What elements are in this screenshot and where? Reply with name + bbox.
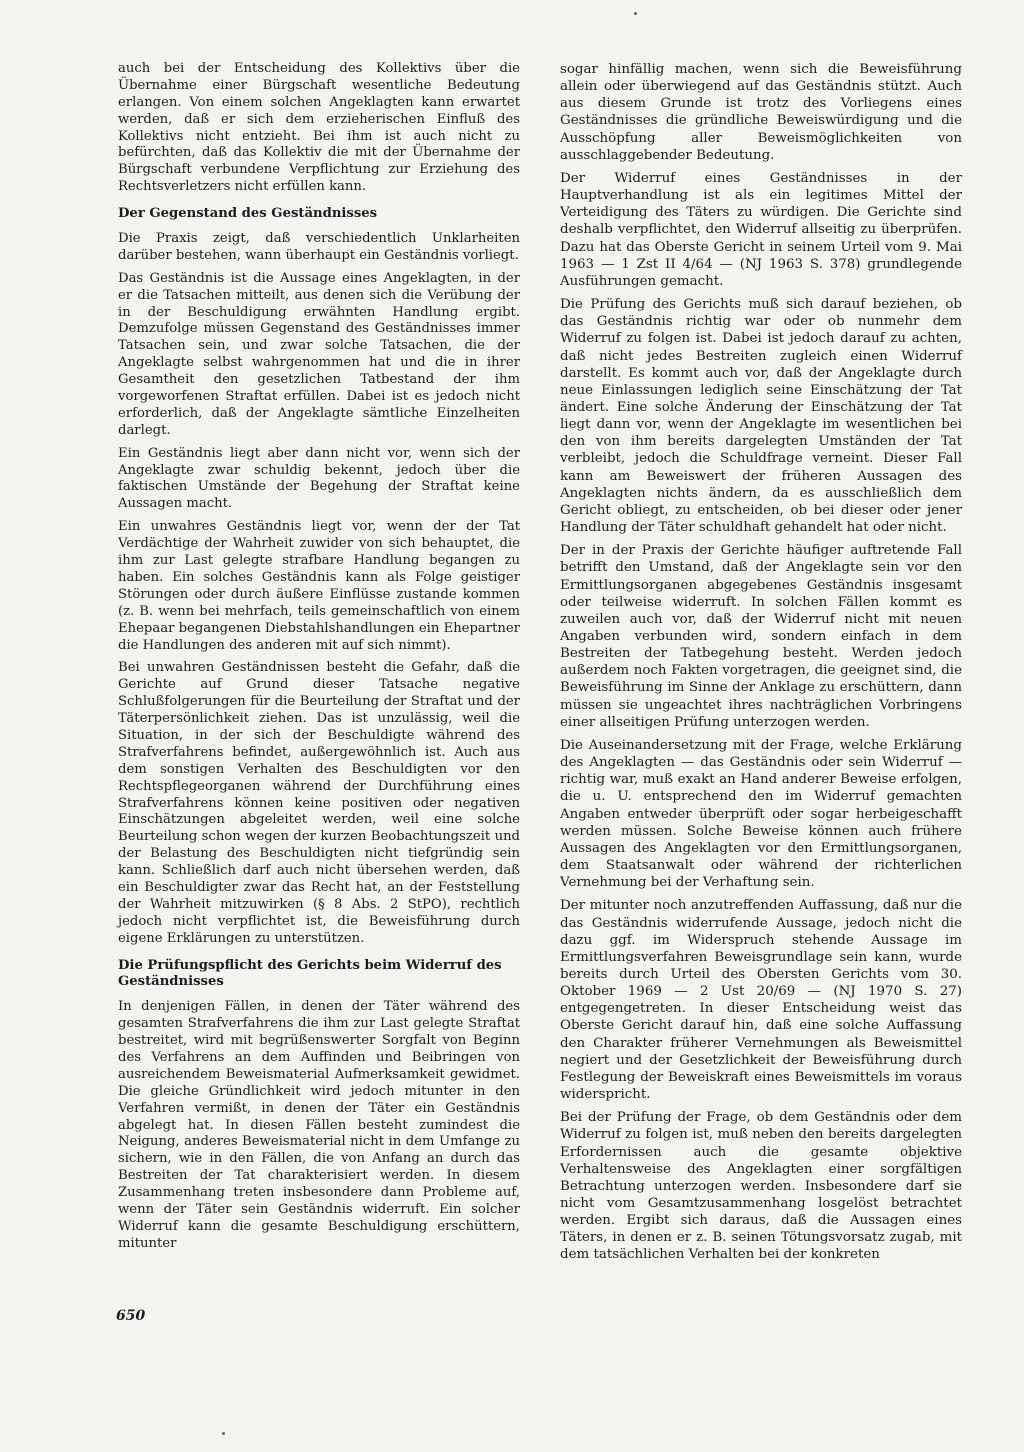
section-heading: Die Prüfungspflicht des Gerichts beim Widerruf des Geständnisses: [118, 957, 502, 990]
paragraph: Die Prüfung des Gerichts muß sich darauf beziehen, ob das Geständnis richtig war oder ob nunmehr dem Widerruf zu folgen ist. Dabei ist jedoch darauf zu achten, daß nicht jedes Bestreiten zugleich einen Widerruf darstellt. Es kommt auch vor, daß der Angeklagte durch neue Einlassungen lediglich seine Einschätzung der Tat ändert. Eine solche Änderung der Einschätzung der Tat liegt dann vor, wenn der Angeklagte im wesentlichen bei den von ihm bereits dargelegten Umständen der Tat verbleibt, jedoch die Schuldfrage verneint. Dieser Fall kann am Beweiswert der früheren Aussagen des Angeklagten nichts ändern, da es ausschließlich dem Gericht obliegt, zu entscheiden, ob bei dieser oder jener Handlung der Täter schuldhaft gehandelt hat oder nicht.: [560, 297, 962, 536]
left-column: [118, 61, 520, 1259]
paragraph: Ein Geständnis liegt aber dann nicht vor, wenn sich der Angeklagte zwar schuldig bekennt, jedoch über die faktischen Umstände der Begehung der Straftat keine Aussagen macht.: [118, 445, 520, 512]
page-number: 650: [116, 1308, 146, 1324]
section-heading: Der Gegenstand des Geständnisses: [118, 206, 378, 222]
right-column: [560, 61, 962, 1270]
paragraph: In denjenigen Fällen, in denen der Täter während des gesamten Strafverfahrens die ihm zur Last gelegte Straftat bestreitet, wird mit begrüßenswerter Sorgfalt von Beginn des Verfahrens an dem Auffinden und Beibringen von ausreichendem Beweismaterial Aufmerksamkeit gewidmet. Die gleiche Gründlichkeit wird jedoch mitunter in den Verfahren vermißt, in denen der Täter ein Geständnis abgelegt hat. In diesen Fällen besteht zumindest die Neigung, anderes Beweismaterial nicht in dem Umfange zu sichern, wie in den Fällen, die von Anfang an durch das Bestreiten der Tat charakterisiert werden. In diesem Zusammenhang treten insbesondere dann Probleme auf, wenn der Täter sein Geständnis widerruft. Ein solcher Widerruf kann die gesamte Beschuldigung erschüttern, mitunter: [118, 999, 520, 1251]
paragraph: auch bei der Entscheidung des Kollektivs über die Übernahme einer Bürgschaft wesentliche Bedeutung erlangen. Von einem solchen Angeklagten kann erwartet werden, daß er sich dem erzieherischen Einfluß des Kollektivs nicht entzieht. Bei ihm ist auch nicht zu befürchten, daß das Kollektiv die mit der Übernahme der Bürgschaft verbundene Verpflichtung zur Erziehung des Rechtsverletzers nicht erfüllen kann.: [118, 61, 520, 195]
paragraph: sogar hinfällig machen, wenn sich die Beweisführung allein oder überwiegend auf das Geständnis stützt. Auch aus diesem Grunde ist trotz des Vorliegens eines Geständnisses die gründliche Beweiswürdigung und die Ausschöpfung aller Beweismöglichkeiten von ausschlaggebender Bedeutung.: [560, 62, 962, 163]
paragraph: Bei unwahren Geständnissen besteht die Gefahr, daß die Gerichte auf Grund dieser Tatsache negative Schlußfolgerungen für die Beurteilung der Straftat und der Täterpersönlichkeit ziehen. Das ist unzulässig, weil die Situation, in der sich der Beschuldigte während des Strafverfahrens befindet, außergewöhnlich ist. Auch aus dem sonstigen Verhalten des Beschuldigten vor den Rechtspflegeorganen während der Durchführung eines Strafverfahrens können keine positiven oder negativen Einschätzungen abgeleitet werden, weil eine solche Beurteilung schon wegen der kurzen Beobachtungszeit und der Belastung des Beschuldigten nicht tiefgründig sein kann. Schließlich darf auch nicht übersehen werden, daß ein Beschuldigter zwar das Recht hat, an der Feststellung der Wahrheit mitzuwirken (§ 8 Abs. 2 StPO), rechtlich jedoch nicht verpflichtet ist, die Beweisführung durch eigene Erklärungen zu unterstützen.: [118, 660, 520, 946]
paragraph: Der mitunter noch anzutreffenden Auffassung, daß nur die das Geständnis widerrufende Aussage, jedoch nicht die dazu ggf. im Widerspruch stehende Aussage im Ermittlungsverfahren Beweisgrundlage sein kann, wurde bereits durch Urteil des Obersten Gerichts vom 30. Oktober 1969 — 2 Ust 20/69 — (NJ 1970 S. 27) entgegengetreten. In dieser Entscheidung weist das Oberste Gericht darauf hin, daß eine solche Auffassung den Charakter früherer Vernehmungen als Beweismittel negiert und der Gesetzlichkeit der Beweisführung durch Festlegung der Beweiskraft eines Beweismittels im voraus widerspricht.: [560, 898, 962, 1103]
scan-speck: [634, 12, 637, 15]
paragraph: Die Auseinandersetzung mit der Frage, welche Erklärung des Angeklagten — das Geständnis oder sein Widerruf — richtig war, muß exakt an Hand anderer Beweise erfolgen, die u. U. entsprechend den im Widerruf gemachten Angaben entweder überprüft oder sogar herbeigeschafft werden müssen. Solche Beweise können auch frühere Aussagen des Angeklagten vor den Ermittlungsorganen, dem Staatsanwalt oder während der richterlichen Vernehmung bei der Verhaftung sein.: [560, 737, 962, 891]
paragraph: Der in der Praxis der Gerichte häufiger auftretende Fall betrifft den Umstand, daß der Angeklagte sein vor den Ermittlungsorganen abgegebenes Geständnis insgesamt oder teilweise widerruft. In solchen Fällen kommt es zuweilen auch vor, daß der Widerruf nicht mit neuen Angaben verbunden wird, sondern einfach in dem Bestreiten der Tatbegehung besteht. Werden jedoch außerdem noch Fakten vorgetragen, die geeignet sind, die Beweisführung im Sinne der Anklage zu erschüttern, dann müssen sie ungeachtet ihres nachträglichen Vorbringens einer allseitigen Prüfung unterzogen werden.: [560, 543, 962, 730]
paragraph: Bei der Prüfung der Frage, ob dem Geständnis oder dem Widerruf zu folgen ist, muß neben den bereits dargelegten Erfordernissen auch die gesamte objektive Verhaltensweise des Angeklagten einer sorgfältigen Betrachtung unterzogen werden. Insbesondere darf sie nicht vom Gesamtzusammenhang losgelöst betrachtet werden. Ergibt sich daraus, daß die Aussagen eines Täters, in denen er z. B. seinen Tötungsvorsatz zugab, mit dem tatsächlichen Verhalten bei der konkreten: [560, 1110, 962, 1263]
paragraph: Ein unwahres Geständnis liegt vor, wenn der der Tat Verdächtige der Wahrheit zuwider von sich behauptet, die ihm zur Last gelegte strafbare Handlung begangen zu haben. Ein solches Geständnis kann als Folge geistiger Störungen oder durch äußere Einflüsse zustande kommen (z. B. wenn bei mehrfach, teils gemeinschaftlich von einem Ehepaar begangenen Diebstahlshandlungen ein Ehepartner die Handlungen des anderen mit auf sich nimmt).: [118, 519, 520, 653]
paragraph: Das Geständnis ist die Aussage eines Angeklagten, in der er die Tatsachen mitteilt, aus denen sich die Verübung der in der Beschuldigung erwähnten Handlung ergibt. Demzufolge müssen Gegenstand des Geständnisses immer Tatsachen sein, und zwar solche Tatsachen, die der Angeklagte selbst wahrgenommen hat und die in ihrer Gesamtheit den gesetzlichen Tatbestand der ihm vorgeworfenen Straftat erfüllen. Dabei ist es jedoch nicht erforderlich, daß der Angeklagte sämtliche Einzelheiten darlegt.: [118, 270, 520, 438]
scan-speck: [222, 1432, 225, 1435]
paragraph: Die Praxis zeigt, daß verschiedentlich Unklarheiten darüber bestehen, wann überhaupt ein Geständnis vorliegt.: [118, 231, 520, 263]
paragraph: Der Widerruf eines Geständnisses in der Hauptverhandlung ist als ein legitimes Mittel der Verteidigung des Täters zu würdigen. Die Gerichte sind deshalb verpflichtet, den Widerruf allseitig zu überprüfen. Dazu hat das Oberste Gericht in seinem Urteil vom 9. Mai 1963 — 1 Zst II 4/64 — (NJ 1963 S. 378) grundlegende Ausführungen gemacht.: [560, 170, 962, 289]
